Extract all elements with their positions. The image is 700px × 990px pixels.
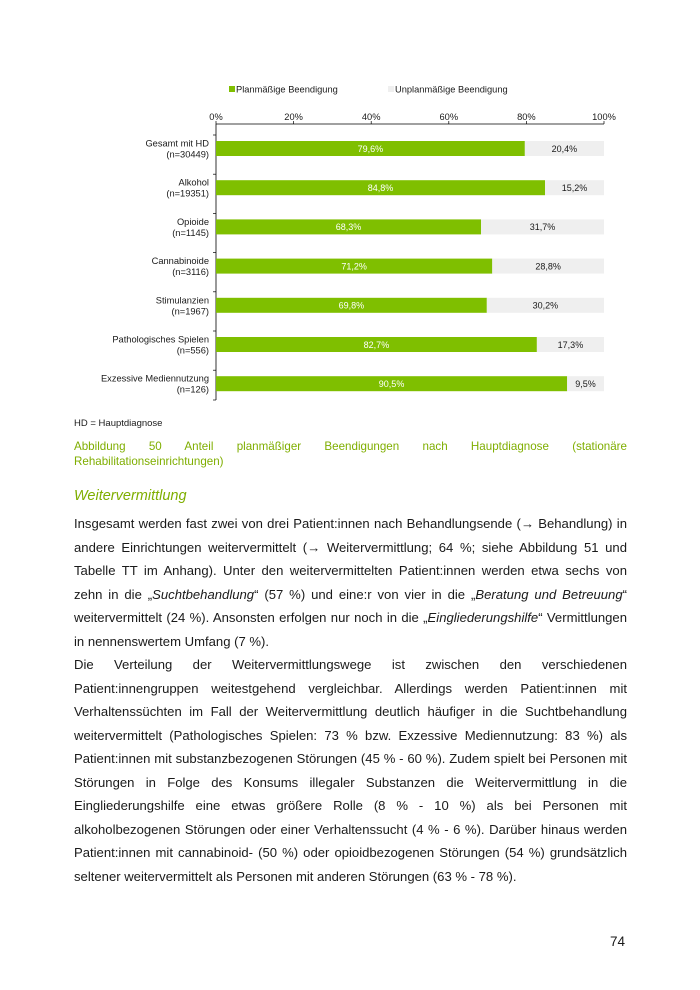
data-label-planned: 79,6% [357, 143, 384, 154]
paragraph-1 [74, 512, 627, 653]
category-label: Pathologisches Spielen [112, 334, 209, 345]
paragraph-1-emphasis-2: Beratung und Betreuung [475, 586, 623, 602]
data-label-unplanned: 17,3% [557, 339, 584, 350]
paragraph-1-text-1: Insgesamt werden fast zwei von drei Patient:innen nach Behandlungsende (→ Behandlung) in andere Einrichtungen weitervermittelt (→ Weitervermittlung; 64 %; siehe Abbildung 51 und Tabelle TT im Anhang). Unter den weitervermittelten Patient:innen werden etwa sechs von zehn in die „ [74, 516, 627, 602]
category-count-label: (n=126) [176, 384, 209, 395]
paragraph-1-emphasis-1: Suchtbehandlung [152, 586, 255, 602]
x-tick-label: 20% [284, 112, 303, 122]
x-tick-label: 100% [592, 112, 616, 122]
data-label-unplanned: 31,7% [529, 222, 556, 233]
category-count-label: (n=1145) [172, 227, 209, 238]
category-count-label: (n=30449) [166, 149, 209, 160]
data-label-unplanned: 15,2% [561, 183, 588, 193]
figure-caption: Abbildung 50 Anteil planmäßiger Beendigungen nach Hauptdiagnose (stationäre [74, 440, 627, 453]
category-count-label: (n=3116) [172, 267, 209, 278]
data-label-planned: 71,2% [341, 261, 367, 272]
paragraph-1-text-3: “ weitervermittelt (24 %). Ansonsten erfolgen nur noch in die „ [74, 586, 627, 625]
category-label: Cannabinoide [151, 256, 209, 267]
x-tick-label: 0% [209, 112, 223, 122]
category-label: Alkohol [178, 177, 209, 188]
paragraph-1-text-2: “ (57 %) und eine:r von vier in die „ [254, 586, 476, 602]
stacked-bar-chart [0, 0, 700, 420]
section-heading: Weitervermittlung [74, 488, 187, 504]
legend-label-0: Planmäßige Beendigung [236, 84, 338, 95]
category-count-label: (n=1967) [171, 306, 209, 317]
data-label-unplanned: 9,5% [575, 379, 596, 389]
category-label: Exzessive Mediennutzung [100, 373, 209, 384]
paragraph-1-text-4: “ Vermittlungen in nennenswertem Umfang (7 %). [74, 610, 627, 649]
page-number: 74 [610, 934, 626, 949]
category-count-label: (n=19351) [166, 188, 209, 199]
data-label-planned: 84,8% [367, 183, 394, 193]
data-label-planned: 69,8% [338, 300, 365, 311]
x-tick-label: 60% [439, 112, 459, 122]
legend-label-1: Unplanmäßige Beendigung [395, 84, 508, 95]
chart-footnote: HD = Hauptdiagnose [74, 418, 163, 429]
data-label-unplanned: 20,4% [551, 143, 578, 154]
category-label: Opioide [176, 216, 209, 227]
category-label: Stimulanzien [155, 295, 209, 306]
category-label: Gesamt mit HD [145, 138, 209, 149]
data-label-planned: 90,5% [378, 379, 405, 389]
paragraph-2: Die Verteilung der Weitervermittlungswege ist zwischen den verschiedenen Patient:innengruppen weitestgehend vergleichbar. Allerdings werden Patient:innen mit Verhaltenssüchten im Fall der Weitervermittlung deutlich häufiger in die Suchtbehandlung weitervermittelt (Pathologisches Spielen: 73 % bzw. Exzessive Mediennutzung: 83 %) als Patient:innen mit substanzbezogenen Störungen (45 % - 60 %). Zudem spielt bei Personen mit Störungen in Folge des Konsums illegaler Substanzen die Weitervermittlung in die Eingliederungshilfe eine etwas größere Rolle (8 % - 10 %) als bei Personen mit alkoholbezogenen Störungen oder einer Verhaltenssucht (4 % - 6 %). Darüber hinaus werden Patient:innen mit cannabinoid- (50 %) oder opioidbezogenen Störungen (54 %) grundsätzlich seltener weitervermittelt als Personen mit anderen Störungen (63 % - 78 %). [74, 657, 627, 884]
legend-swatch-1 [388, 86, 394, 92]
data-label-planned: 82,7% [363, 339, 390, 350]
data-label-planned: 68,3% [335, 222, 362, 233]
paragraph-1-emphasis-3: Eingliederungshilfe [427, 610, 539, 625]
x-tick-label: 40% [361, 112, 381, 122]
data-label-unplanned: 28,8% [535, 261, 561, 272]
legend-swatch-0 [229, 86, 235, 92]
category-count-label: (n=556) [176, 345, 209, 356]
figure-caption-continued: Rehabilitationseinrichtungen) [74, 455, 224, 468]
x-tick-label: 80% [517, 112, 536, 122]
data-label-unplanned: 30,2% [532, 300, 559, 311]
